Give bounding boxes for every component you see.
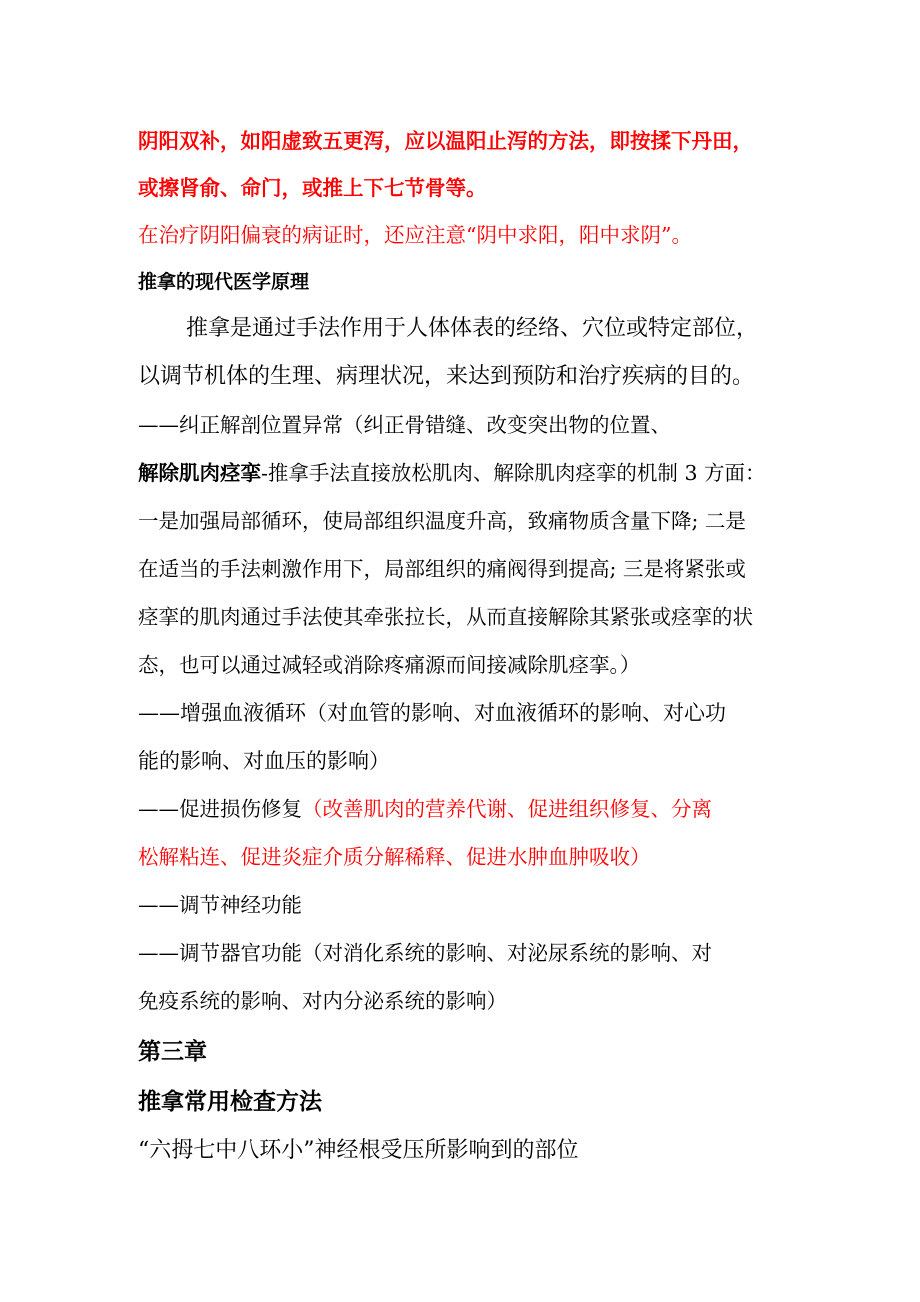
paragraph-line: 痉挛的肌肉通过手法使其牵张拉长，从而直接解除其紧张或痉挛的状: [138, 605, 753, 629]
paragraph-line: 推拿是通过手法作用于人体体表的经络、穴位或特定部位，: [186, 316, 759, 341]
paragraph-line: 态，也可以通过减轻或消除疼痛源而间接减除肌痉挛。）: [138, 653, 641, 677]
paragraph-line: 一是加强局部循环，使局部组织温度升高，致痛物质含量下降; 二是: [138, 509, 746, 533]
bold-term: 解除肌肉痉挛: [138, 461, 261, 485]
document-body: [138, 118, 798, 1175]
paragraph-line: ——调节器官功能（对消化系统的影响、对泌尿系统的影响、对: [138, 941, 712, 965]
paragraph-line: 在治疗阴阳偏衰的病证时，还应注意“阴中求阳，阳中求阴”。: [138, 223, 692, 247]
chapter-title: 推拿常用检查方法: [138, 1089, 322, 1115]
paragraph-line: ——调节神经功能: [138, 893, 302, 917]
paragraph-line: “六拇七中八环小”神经根受压所影响到的部位: [138, 1138, 579, 1163]
paragraph-line: 能的影响、对血压的影响）: [138, 749, 390, 773]
paragraph-line: 在适当的手法刺激作用下，局部组织的痛阀得到提高; 三是将紧张或: [138, 557, 746, 581]
paragraph-line: [138, 785, 798, 833]
paragraph-line: 以调节机体的生理、病理状况，来达到预防和治疗疾病的目的。: [138, 364, 755, 389]
paragraph-line: ——增强血液循环（对血管的影响、对血液循环的影响、对心功: [138, 701, 726, 725]
line-text: ——促进损伤修复: [138, 797, 302, 821]
highlighted-text: （改善肌肉的营养代谢、促进组织修复、分离: [302, 797, 712, 821]
paragraph-line: 或擦肾俞、命门，或推上下七节骨等。: [138, 176, 487, 200]
line-text: -推拿手法直接放松肌肉、解除肌肉痉挛的机制 3 方面：: [261, 461, 766, 485]
paragraph-line: ——纠正解剖位置异常（纠正骨错缝、改变突出物的位置、: [138, 413, 671, 437]
paragraph-line: 阴阳双补，如阳虚致五更泻，应以温阳止泻的方法，即按揉下丹田，: [138, 129, 753, 153]
paragraph-line: 免疫系统的影响、对内分泌系统的影响）: [138, 989, 507, 1013]
chapter-heading: 第三章: [138, 1039, 207, 1065]
section-heading: 推拿的现代医学原理: [138, 271, 310, 293]
paragraph-line: 松解粘连、促进炎症介质分解稀释、促进水肿血肿吸收）: [138, 845, 651, 869]
paragraph-line: [138, 449, 798, 497]
